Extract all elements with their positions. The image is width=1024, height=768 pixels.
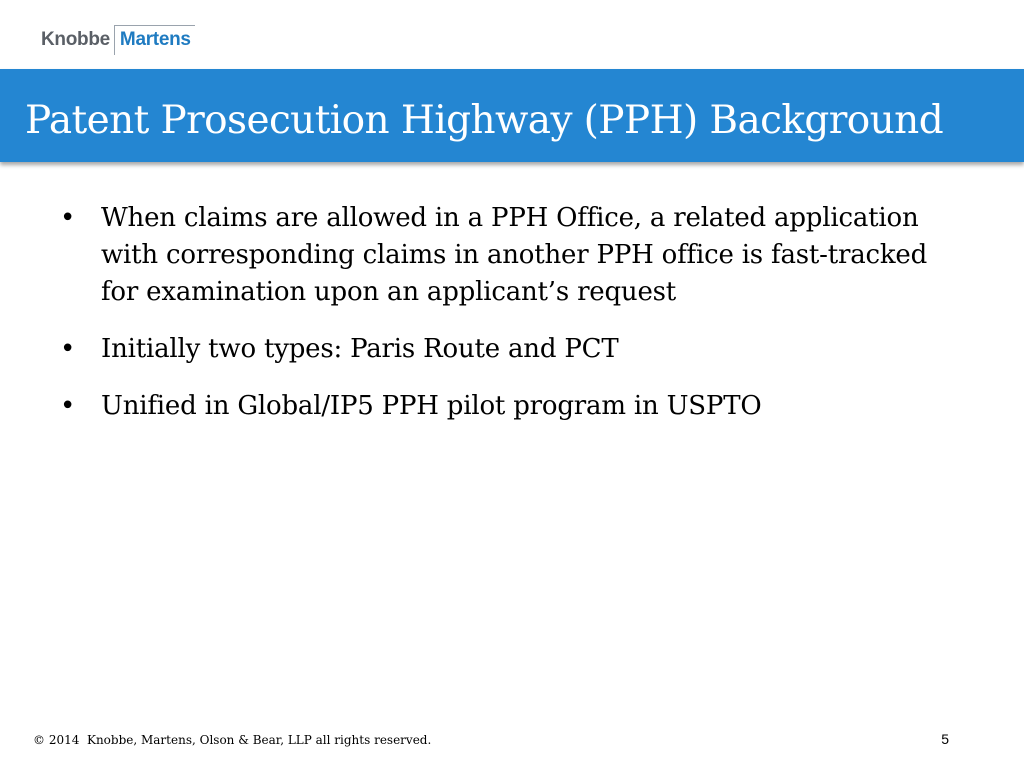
logo-text-knobbe: Knobbe: [41, 29, 110, 50]
bullet-marker: •: [60, 334, 76, 364]
slide-title: Patent Prosecution Highway (PPH) Background: [25, 98, 944, 143]
bullet-text: When claims are allowed in a PPH Office, a related application with corresponding claims in another PPH office is fast-tracked for examination upon an applicant’s request: [101, 203, 928, 307]
bullet-text: Unified in Global/IP5 PPH pilot program in USPTO: [101, 391, 762, 421]
company-logo: [41, 25, 191, 55]
bullet-text: Initially two types: Paris Route and PCT: [101, 334, 619, 364]
bullet-list: [60, 200, 960, 445]
bullet-item: [60, 200, 960, 311]
footer-copyright: © 2014 Knobbe, Martens, Olson & Bear, LLP all rights reserved.: [33, 733, 432, 747]
bullet-marker: •: [60, 203, 76, 233]
bullet-item: [60, 388, 960, 425]
page-number: 5: [941, 731, 949, 747]
bullet-item: [60, 331, 960, 368]
bullet-marker: •: [60, 391, 76, 421]
logo-text-martens: Martens: [114, 25, 191, 55]
